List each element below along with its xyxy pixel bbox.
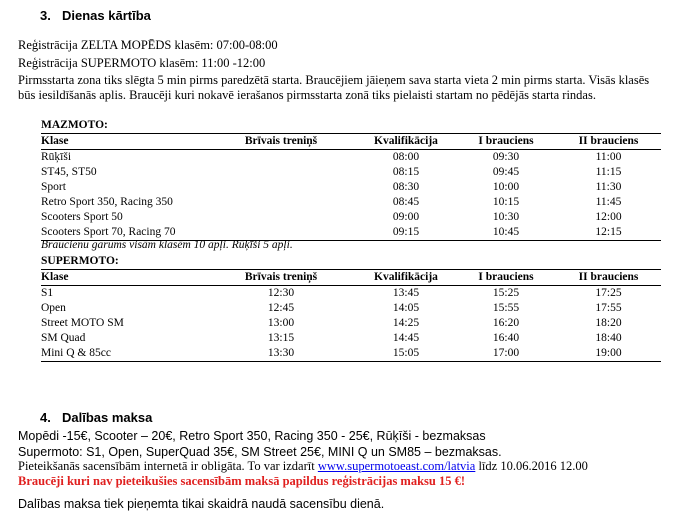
fees-line-2: Supermoto: S1, Open, SuperQuad 35€, SM Street 25€, MINI Q un SM85 – bezmaksas. bbox=[18, 445, 502, 459]
time-cell: 10:00 bbox=[492, 180, 520, 193]
time-cell: 18:40 bbox=[595, 331, 622, 344]
column-header: II brauciens bbox=[556, 270, 661, 286]
column-header: I brauciens bbox=[456, 134, 556, 150]
class-name-cell: Mini Q & 85cc bbox=[41, 346, 206, 362]
time-cell: 08:00 bbox=[392, 150, 420, 163]
class-name-cell: S1 bbox=[41, 286, 54, 299]
time-cell: 14:45 bbox=[392, 331, 420, 344]
table-header-row bbox=[41, 134, 661, 150]
time-cell: 09:45 bbox=[492, 165, 520, 178]
time-cell: 10:30 bbox=[492, 210, 520, 223]
table-row bbox=[41, 150, 661, 166]
column-header: Brīvais treniņš bbox=[206, 270, 356, 286]
time-cell: 10:45 bbox=[456, 225, 556, 241]
column-header: I brauciens bbox=[456, 270, 556, 286]
time-cell: 15:25 bbox=[492, 286, 520, 299]
registration-link[interactable]: www.supermotoeast.com/latvia bbox=[317, 459, 476, 473]
time-cell: 09:30 bbox=[492, 150, 520, 163]
time-cell: 15:05 bbox=[356, 346, 456, 362]
mazmoto-note: Braucienu garums visām klasēm 10 apļi. Rūķīši 5 apļi. bbox=[41, 239, 293, 251]
late-registration-warning: Braucēji kuri nav pieteikušies sacensībām maksā papildus reģistrācijas maksu 15 €! bbox=[18, 474, 466, 488]
column-header: Kvalifikācija bbox=[356, 270, 456, 286]
column-header: Kvalifikācija bbox=[356, 134, 456, 150]
time-cell: 13:00 bbox=[267, 316, 295, 329]
time-cell: 10:15 bbox=[492, 195, 520, 208]
column-header: II brauciens bbox=[556, 134, 661, 150]
class-name-cell: Open bbox=[41, 301, 66, 314]
table-row bbox=[41, 286, 661, 302]
time-cell bbox=[206, 195, 356, 210]
time-cell: 12:00 bbox=[595, 210, 622, 223]
time-cell: 12:15 bbox=[556, 225, 661, 241]
section-4-heading bbox=[40, 410, 152, 425]
section-title: Dienas kārtība bbox=[62, 8, 151, 23]
time-cell: 13:45 bbox=[392, 286, 420, 299]
time-cell: 12:45 bbox=[267, 301, 295, 314]
time-cell: 13:15 bbox=[267, 331, 295, 344]
time-cell: 18:20 bbox=[595, 316, 622, 329]
time-cell: 17:00 bbox=[456, 346, 556, 362]
table-row bbox=[41, 195, 661, 210]
time-cell: 11:15 bbox=[595, 165, 622, 178]
class-name-cell: Sport bbox=[41, 180, 66, 193]
time-cell: 12:30 bbox=[267, 286, 295, 299]
section-number: 4. bbox=[40, 410, 51, 425]
table-row bbox=[41, 210, 661, 225]
time-cell: 16:40 bbox=[492, 331, 520, 344]
fees-line-1: Mopēdi -15€, Scooter – 20€, Retro Sport 350, Racing 350 - 25€, Rūķīši - bezmaksas bbox=[18, 429, 486, 443]
time-cell: 08:30 bbox=[392, 180, 420, 193]
time-cell: 09:15 bbox=[356, 225, 456, 241]
table-row bbox=[41, 180, 661, 195]
time-cell: 11:00 bbox=[595, 150, 622, 163]
class-name-cell: Rūķīši bbox=[41, 150, 72, 163]
fees-line-3 bbox=[18, 459, 658, 474]
deadline-text: līdz 10.06.2016 12.00 bbox=[475, 459, 588, 473]
registration-line-2: Reģistrācija SUPERMOTO klasēm: 11:00 -12:00 bbox=[18, 56, 266, 70]
class-name-cell: Scooters Sport 50 bbox=[41, 210, 123, 223]
time-cell: 09:00 bbox=[392, 210, 420, 223]
column-header: Brīvais treniņš bbox=[206, 134, 356, 150]
time-cell: 08:45 bbox=[392, 195, 420, 208]
time-cell: 13:30 bbox=[206, 346, 356, 362]
time-cell: 17:25 bbox=[595, 286, 622, 299]
supermoto-table bbox=[41, 254, 661, 362]
mazmoto-table bbox=[41, 118, 661, 241]
time-cell: 11:30 bbox=[595, 180, 622, 193]
table-header-row bbox=[41, 270, 661, 286]
time-cell: 08:15 bbox=[392, 165, 420, 178]
column-header: Klase bbox=[41, 134, 206, 150]
registration-text: Pieteikšanās sacensībām internetā ir obligāta. To var izdarīt bbox=[18, 459, 318, 473]
table-row bbox=[41, 301, 661, 316]
table-row bbox=[41, 346, 661, 362]
registration-line-1: Reģistrācija ZELTA MOPĒDS klasēm: 07:00-08:00 bbox=[18, 38, 278, 52]
time-cell bbox=[206, 210, 356, 225]
class-name-cell: Street MOTO SM bbox=[41, 316, 124, 329]
prestart-paragraph: Pirmsstarta zona tiks slēgta 5 min pirms paredzētā starta. Braucējiem jāieņem sava starta vieta 2 min pirms starta. Visās klasēs būs iesildīšanās aplis. Braucēji kuri nokavē ierašanos pirmsstarta zonā tiks pielaisti startam no pēdējās starta rindas. bbox=[18, 73, 650, 102]
time-cell bbox=[206, 180, 356, 195]
time-cell: 17:55 bbox=[595, 301, 622, 314]
column-header: Klase bbox=[41, 270, 206, 286]
time-cell: 16:20 bbox=[492, 316, 520, 329]
time-cell: 19:00 bbox=[556, 346, 661, 362]
time-cell: 14:25 bbox=[392, 316, 420, 329]
class-name-cell: SM Quad bbox=[41, 331, 86, 344]
table-row bbox=[41, 165, 661, 180]
section-title: Dalības maksa bbox=[62, 410, 153, 425]
supermoto-title: SUPERMOTO: bbox=[41, 254, 119, 267]
class-name-cell: Retro Sport 350, Racing 350 bbox=[41, 195, 173, 208]
time-cell: 11:45 bbox=[595, 195, 622, 208]
time-cell: 14:05 bbox=[392, 301, 420, 314]
cash-payment-note: Dalības maksa tiek pieņemta tikai skaidrā naudā sacensību dienā. bbox=[18, 497, 385, 511]
time-cell bbox=[206, 165, 356, 180]
section-number: 3. bbox=[40, 8, 51, 23]
section-3-heading bbox=[40, 8, 151, 23]
table-row bbox=[41, 331, 661, 346]
mazmoto-title: MAZMOTO: bbox=[41, 118, 108, 131]
time-cell: 15:55 bbox=[492, 301, 520, 314]
table-row bbox=[41, 316, 661, 331]
class-name-cell: ST45, ST50 bbox=[41, 165, 97, 178]
time-cell bbox=[206, 150, 356, 166]
class-name-cell: Scooters Sport 70, Racing 70 bbox=[41, 225, 206, 241]
